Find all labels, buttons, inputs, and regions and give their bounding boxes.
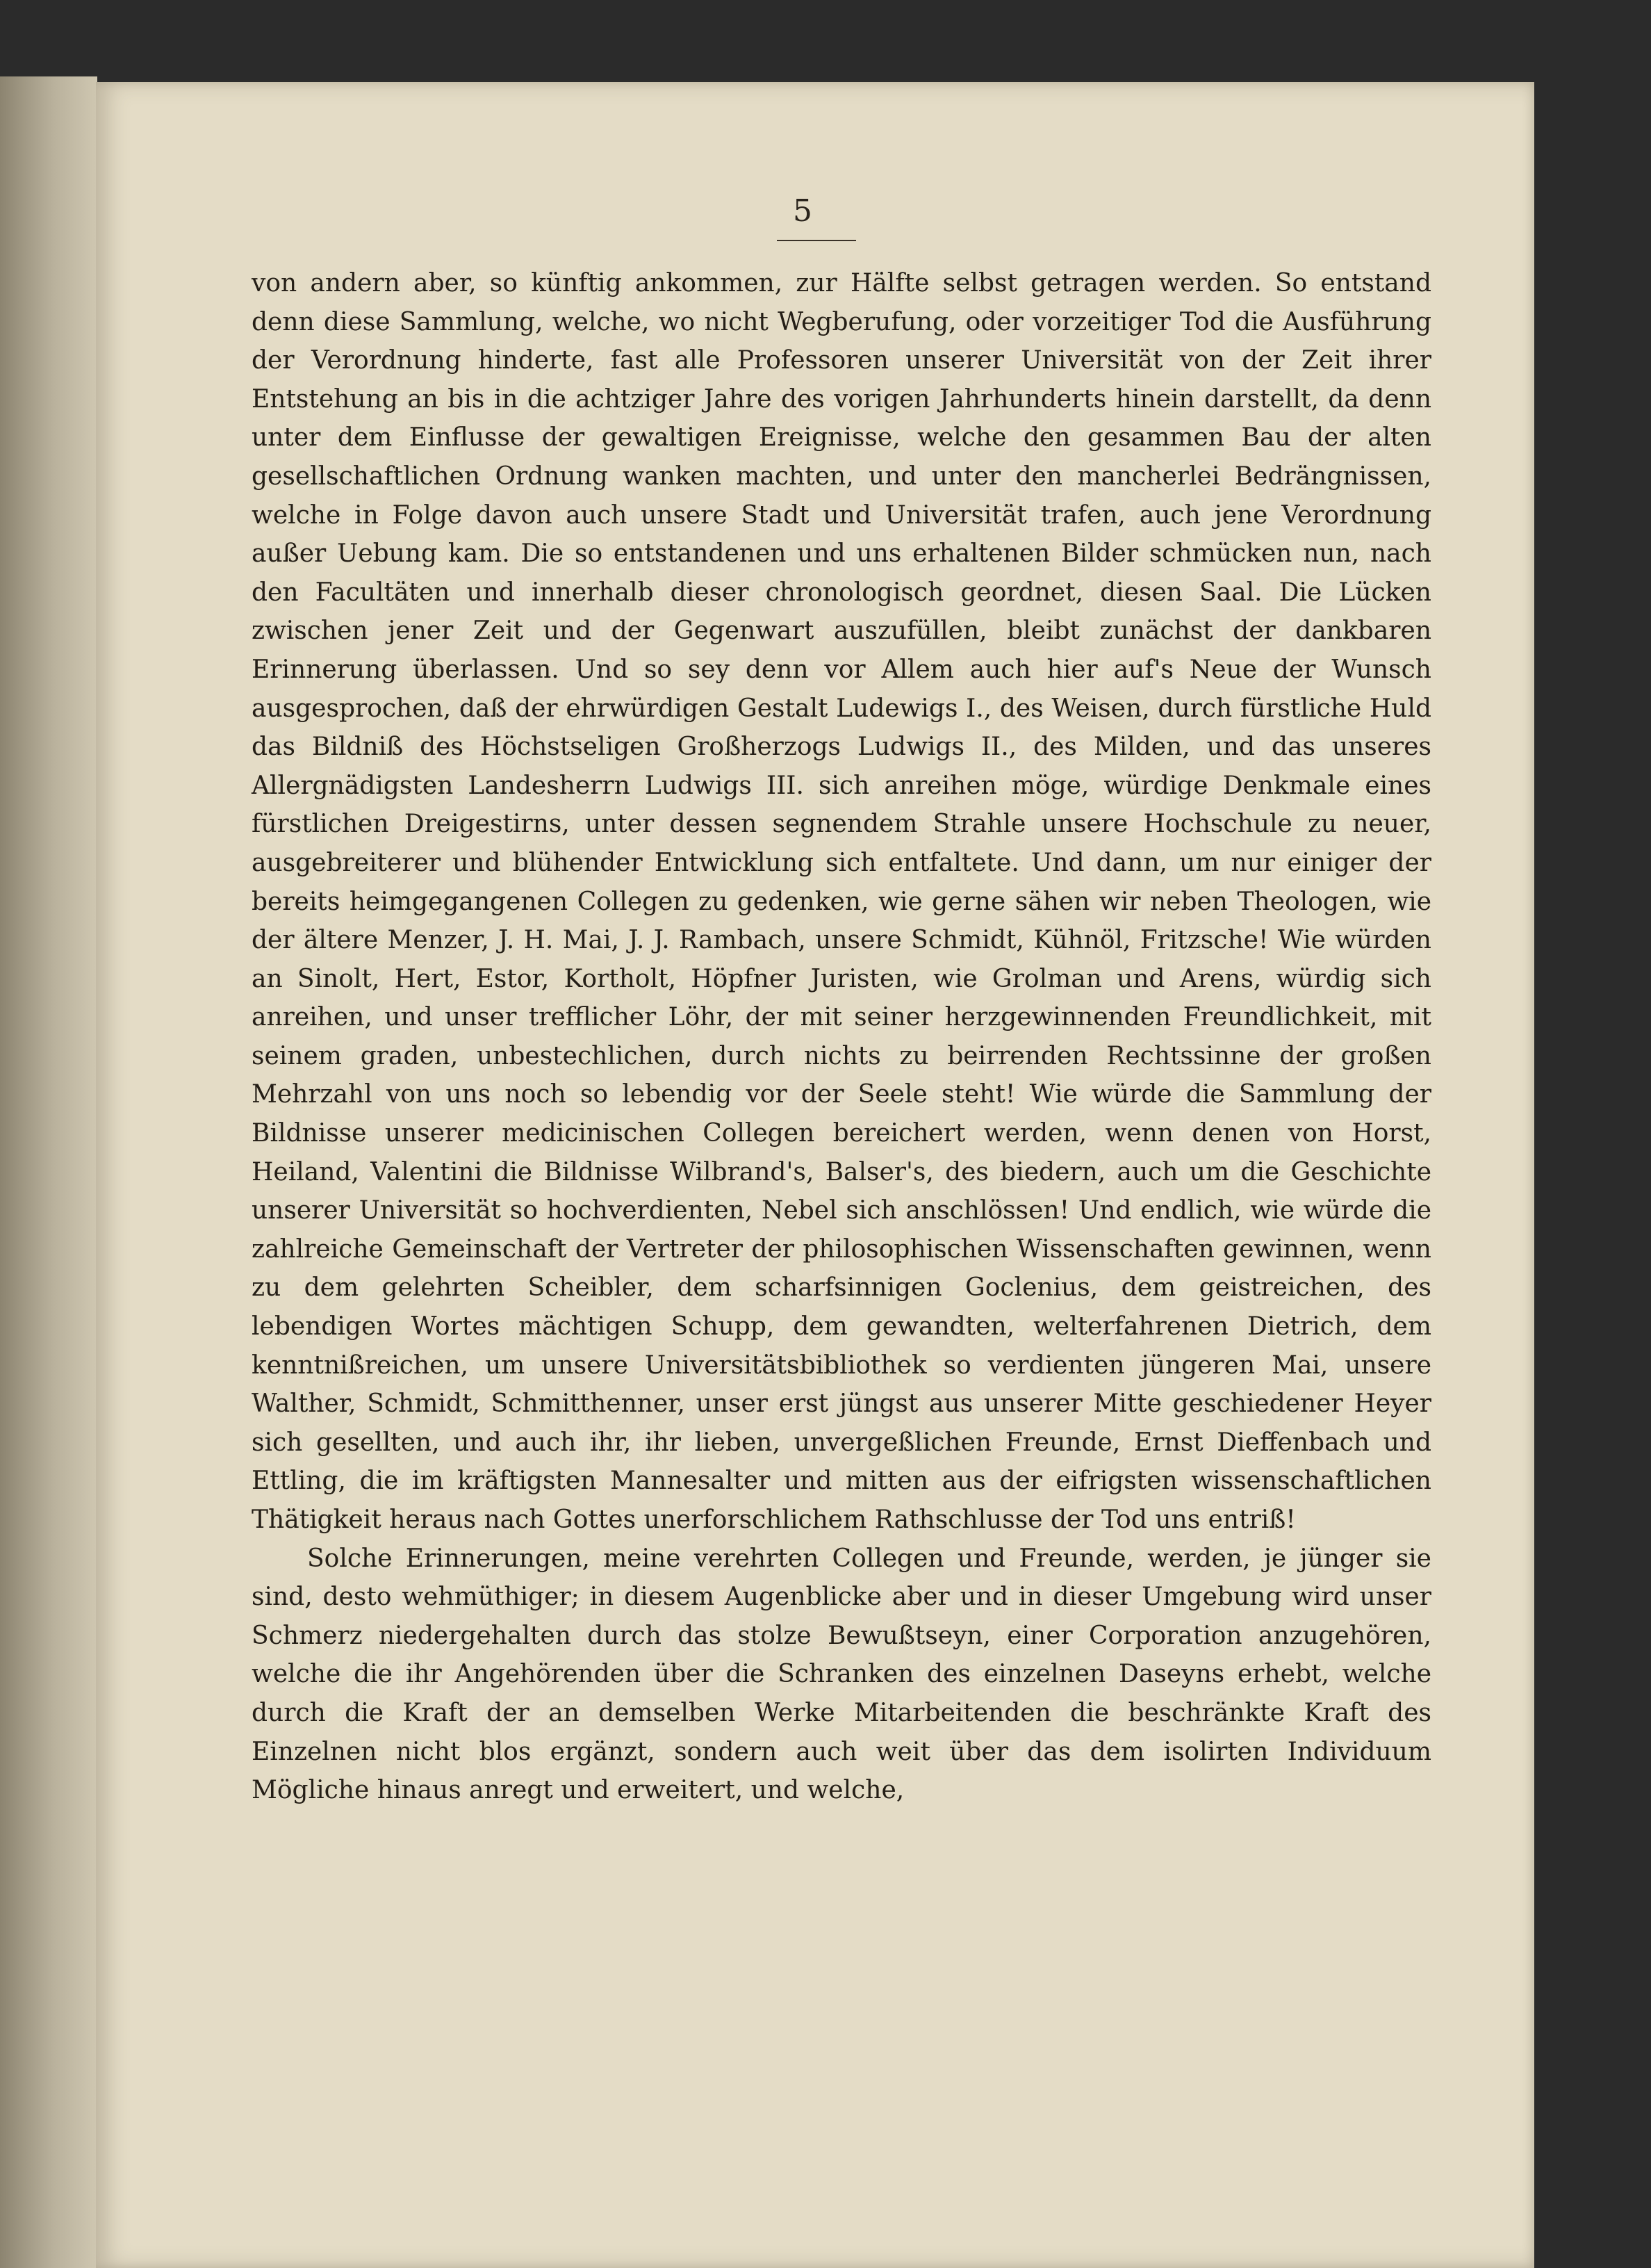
page-number: 5 — [793, 193, 812, 229]
facing-page-edge — [0, 76, 97, 2268]
body-text — [252, 264, 1431, 1810]
paragraph-1: von andern aber, so künftig ankommen, zur Hälfte selbst getragen werden. So entstand denn diese Sammlung, welche, wo nicht Wegberufung, oder vorzeitiger Tod die Ausführung der Verordnung hinderte, fast alle Professoren unserer Universität von der Zeit ihrer Entstehung an bis in die achtziger Jahre des vorigen Jahrhunderts hinein darstellt, da denn unter dem Einflusse der gewaltigen Ereignisse, welche den gesammen Bau der alten gesellschaftlichen Ordnung wanken machten, und unter den mancherlei Bedrängnissen, welche in Folge davon auch unsere Stadt und Universität trafen, auch jene Verordnung außer Uebung kam. Die so entstandenen und uns erhaltenen Bilder schmücken nun, nach den Facultäten und innerhalb dieser chronologisch geordnet, diesen Saal. Die Lücken zwischen jener Zeit und der Gegenwart auszufüllen, bleibt zunächst der dankbaren Erinnerung überlassen. Und so sey denn vor Allem auch hier auf's Neue der Wunsch ausgesprochen, daß der ehrwürdigen Gestalt Ludewigs I., des Weisen, durch fürstliche Huld das Bildniß des Höchstseligen Großherzogs Ludwigs II., des Milden, und das unseres Allergnädigsten Landesherrn Ludwigs III. sich anreihen möge, würdige Denkmale eines fürstlichen Dreigestirns, unter dessen segnendem Strahle unsere Hochschule zu neuer, ausgebreiterer und blühender Entwicklung sich entfaltete. Und dann, um nur einiger der bereits heimgegangenen Collegen zu gedenken, wie gerne sähen wir neben Theologen, wie der ältere Menzer, J. H. Mai, J. J. Rambach, unsere Schmidt, Kühnöl, Fritzsche! Wie würden an Sinolt, Hert, Estor, Kortholt, Höpfner Juristen, wie Grolman und Arens, würdig sich anreihen, und unser trefflicher Löhr, der mit seiner herzgewinnenden Freundlichkeit, mit seinem graden, unbestechlichen, durch nichts zu beirrenden Rechtssinne der großen Mehrzahl von uns noch so lebendig vor der Seele steht! Wie würde die Sammlung der Bildnisse unserer medicinischen Collegen bereichert werden, wenn denen von Horst, Heiland, Valentini die Bildnisse Wilbrand's, Balser's, des biedern, auch um die Geschichte unserer Universität so hochverdienten, Nebel sich anschlössen! Und endlich, wie würde die zahlreiche Gemeinschaft der Vertreter der philosophischen Wissenschaften gewinnen, wenn zu dem gelehrten Scheibler, dem scharfsinnigen Goclenius, dem geistreichen, des lebendigen Wortes mächtigen Schupp, dem gewandten, welterfahrenen Dietrich, dem kenntnißreichen, um unsere Universitätsbibliothek so verdienten jüngeren Mai, unsere Walther, Schmidt, Schmitthenner, unser erst jüngst aus unserer Mitte geschiedener Heyer sich gesellten, und auch ihr, ihr lieben, unvergeßlichen Freunde, Ernst Dieffenbach und Ettling, die im kräftigsten Mannesalter und mitten aus der eifrigsten wissenschaftlichen Thätigkeit heraus nach Gottes unerforschlichem Rathschlusse der Tod uns entriß! — [252, 269, 1431, 1534]
page-number-rule — [777, 240, 856, 241]
paragraph-2: Solche Erinnerungen, meine verehrten Collegen und Freunde, werden, je jünger sie sind, desto wehmüthiger; in diesem Augenblicke aber und in dieser Umgebung wird unser Schmerz niedergehalten durch das stolze Bewußtseyn, einer Corporation anzugehören, welche die ihr Angehörenden über die Schranken des einzelnen Daseyns erhebt, welche durch die Kraft der an demselben Werke Mitarbeitenden die beschränkte Kraft des Einzelnen nicht blos ergänzt, sondern auch weit über das dem isolirten Individuum Mögliche hinaus anregt und erweitert, und welche, — [252, 1544, 1431, 1805]
